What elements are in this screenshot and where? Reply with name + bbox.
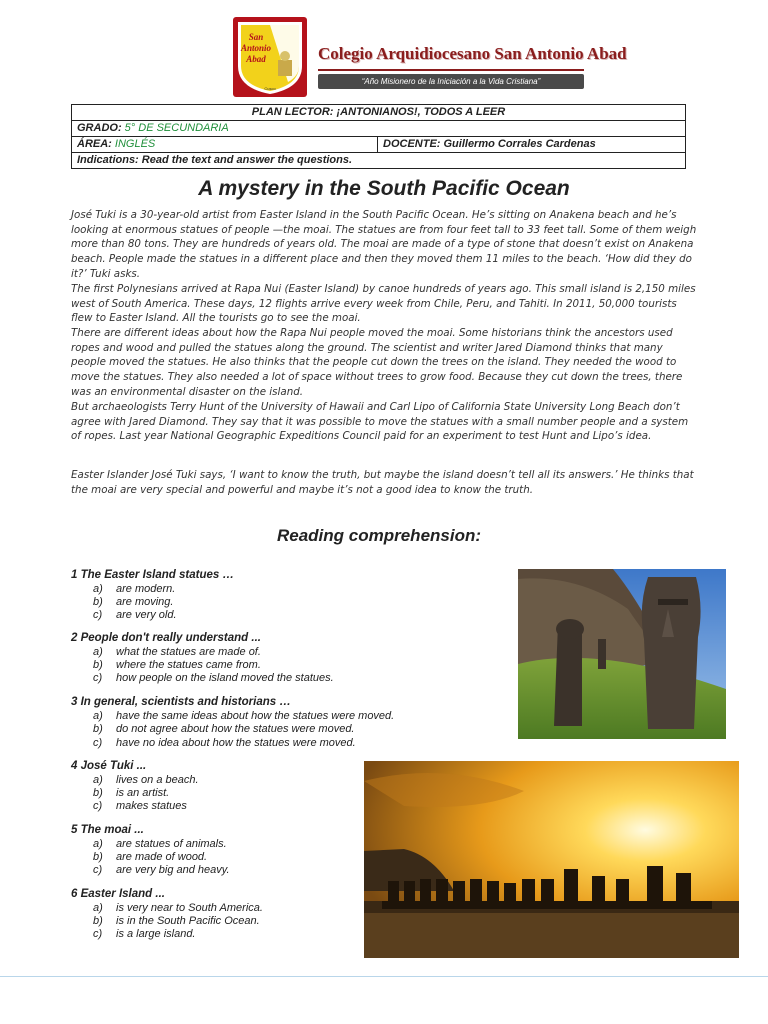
grado-cell (72, 121, 686, 137)
option-letter: b) (93, 596, 103, 608)
paragraph-4: But archaeologists Terry Hunt of the University of Hawaii and Carl Lipo of California State University Long Beach don’t agree with Jared Diamond. They say that it was possible to move the statues with a small number people and a system of ropes. Last year National Geographic Expeditions Council paid for an experiment to test Hunt and Lipo’s idea. (71, 401, 689, 443)
question-6-option-a (93, 902, 263, 914)
option-letter: b) (93, 915, 103, 927)
question-2-option-b (93, 659, 261, 671)
plan-cell: PLAN LECTOR: ¡ANTONIANOS!, TODOS A LEER (72, 105, 686, 121)
docente-cell: DOCENTE: Guillermo Corrales Cardenas (378, 137, 686, 153)
option-letter: b) (93, 723, 103, 735)
option-letter: c) (93, 737, 103, 749)
area-row (72, 137, 686, 153)
question-4-option-a (93, 774, 199, 786)
question-1-option-a (93, 583, 175, 595)
option-text: have the same ideas about how the statues were moved. (116, 710, 395, 722)
paragraph-5: Easter Islander José Tuki says, ‘I want to know the truth, but maybe the island doesn’t tell all its answers.’ He thinks that the moai are very special and powerful and maybe it’s not a good idea to know the truth. (71, 469, 694, 496)
option-letter: a) (93, 646, 103, 658)
area-label: ÁREA: (77, 138, 112, 150)
option-letter: a) (93, 774, 103, 786)
option-text: are statues of animals. (116, 838, 227, 850)
question-3-option-c (93, 737, 356, 749)
option-letter: b) (93, 659, 103, 671)
question-4-option-b (93, 787, 169, 799)
moai-hillside-photo (518, 569, 726, 739)
indications-row (72, 153, 686, 169)
question-4-title: 4 José Tuki ... (71, 760, 147, 772)
option-letter: c) (93, 672, 103, 684)
school-name-underline (318, 69, 584, 71)
reading-title: A mystery in the South Pacific Ocean (198, 177, 570, 200)
paragraph-2: The first Polynesians arrived at Rapa Nui (Easter Island) by canoe hundreds of years ago. This small island is 2,150 miles west of South America. These days, 12 flights arrive every week from Chile, Peru, and Tahiti. In 2011, 50,000 tourists flew to Easter Island. All the tourists go to see the moai. (71, 283, 696, 325)
comprehension-title: Reading comprehension: (276, 526, 482, 545)
option-letter: c) (93, 800, 103, 812)
option-text: is an artist. (116, 787, 170, 799)
option-text: how people on the island moved the statues. (116, 672, 334, 684)
option-text: are modern. (116, 583, 176, 595)
option-text: have no idea about how the statues were moved. (116, 737, 356, 749)
logo-text-1: San (248, 32, 264, 42)
paragraph-1: José Tuki is a 30-year-old artist from Easter Island in the South Pacific Ocean. He’s sitting on Anakena beach and he’s looking at enormous statues of people —the moai. The statues are from four feet tall to 33 feet tall. Some of them weigh more than 80 tons. They are hundreds of years old. The moai are made of a type of stone that doesn’t exist on Anakena beach. People made the statues in a different place and then they moved them 11 miles to the beach. ‘How did they do it?’ Tuki asks. (71, 209, 697, 280)
question-3-option-a (93, 710, 394, 722)
info-table (71, 104, 686, 169)
question-5-option-b (93, 851, 207, 863)
grado-value: 5° DE SECUNDARIA (124, 122, 229, 134)
question-4-option-c (93, 800, 187, 812)
option-text: is in the South Pacific Ocean. (116, 915, 260, 927)
grado-row (72, 121, 686, 137)
option-letter: a) (93, 838, 103, 850)
option-letter: b) (93, 787, 103, 799)
question-5-option-c (93, 864, 230, 876)
option-text: are made of wood. (116, 851, 208, 863)
question-2-option-c (93, 672, 334, 684)
school-name: Colegio Arquidiocesano San Antonio Abad (318, 44, 627, 63)
logo-text-small: Cusco (264, 86, 276, 91)
option-letter: c) (93, 928, 103, 940)
option-text: is very near to South America. (116, 902, 263, 914)
question-6-title: 6 Easter Island ... (71, 888, 165, 900)
question-1-option-c (93, 609, 177, 621)
question-5-title: 5 The moai ... (71, 824, 144, 836)
option-text: lives on a beach. (116, 774, 199, 786)
bottom-rule (0, 976, 768, 977)
option-text: do not agree about how the statues were moved. (116, 723, 355, 735)
question-1-option-b (93, 596, 173, 608)
question-2-title: 2 People don't really understand ... (71, 632, 261, 644)
option-letter: a) (93, 583, 103, 595)
option-text: are very old. (116, 609, 177, 621)
plan-row (72, 105, 686, 121)
question-1-title: 1 The Easter Island statues … (71, 569, 234, 581)
area-value: INGLÉS (114, 138, 156, 150)
logo-text-3: Abad (246, 54, 266, 64)
option-text: are moving. (116, 596, 174, 608)
option-letter: c) (93, 864, 103, 876)
moai-sunset-photo (364, 761, 739, 958)
option-text: is a large island. (116, 928, 196, 940)
question-2-option-a (93, 646, 261, 658)
question-6-option-c (93, 928, 196, 940)
paragraph-3: There are different ideas about how the Rapa Nui people moved the moai. Some historians think the ancestors used ropes and wood and pulled the statues along the ground. The scientist and writer Jared Diamond thinks that many people moved the statues. He also thinks that the people cut down the trees on the island. They needed the wood to move the statues. They also needed a lot of space without trees to grow food. Because they cut down the trees, there was an environmental disaster on the island. (71, 327, 683, 398)
logo-text-2: Antonio (240, 43, 272, 53)
option-letter: a) (93, 902, 103, 914)
question-6-option-b (93, 915, 260, 927)
option-text: makes statues (116, 800, 187, 812)
option-letter: b) (93, 851, 103, 863)
option-letter: a) (93, 710, 103, 722)
grado-label: GRADO: (77, 122, 122, 134)
option-text: where the statues came from. (116, 659, 261, 671)
option-text: what the statues are made of. (116, 646, 261, 658)
question-5-option-a (93, 838, 227, 850)
indications-cell: Indications: Read the text and answer the questions. (72, 153, 686, 169)
school-crest-logo (232, 16, 308, 98)
option-text: are very big and heavy. (116, 864, 230, 876)
option-letter: c) (93, 609, 103, 621)
school-motto: “Año Misionero de la Iniciación a la Vida Cristiana” (318, 74, 584, 89)
area-cell (72, 137, 378, 153)
question-3-title: 3 In general, scientists and historians … (71, 696, 291, 708)
question-3-option-b (93, 723, 355, 735)
